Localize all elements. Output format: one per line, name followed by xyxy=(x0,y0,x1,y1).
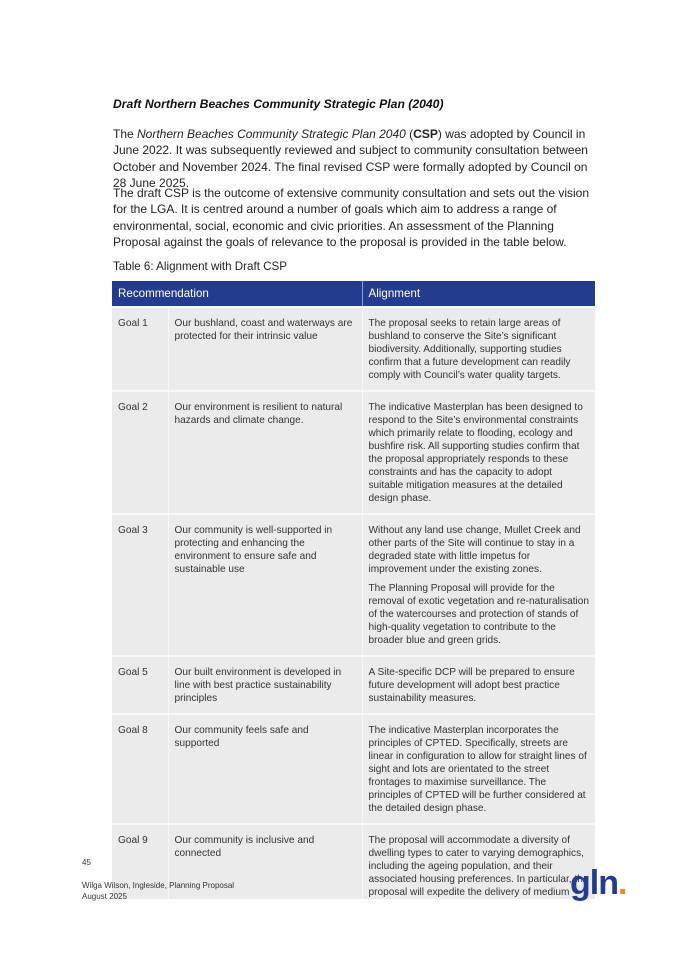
plan-title-italic: Northern Beaches Community Strategic Plan 2040 xyxy=(137,127,406,141)
goal-alignment xyxy=(362,391,595,514)
goal-alignment xyxy=(362,824,595,899)
csp-abbrev-bold: CSP xyxy=(413,127,438,141)
alignment-text: Without any land use change, Mullet Creek and other parts of the Site will continue to stay in a degraded state with little impetus for improvement under the existing zones. xyxy=(368,525,581,575)
table-row xyxy=(112,714,595,824)
gln-logo xyxy=(570,866,626,900)
intro-paragraph xyxy=(113,126,603,191)
goal-number: Goal 5 xyxy=(112,656,168,714)
table-row xyxy=(112,656,595,714)
goal-description: Our built environment is developed in line with best practice sustainability principles xyxy=(168,656,362,714)
alignment-text: The proposal seeks to retain large areas of bushland to conserve the Site’s significant biodiversity. Additionally, supporting studies confirm that a future development can readily comply with Council’s water quality targets. xyxy=(368,318,571,381)
table-row xyxy=(112,514,595,656)
table-row xyxy=(112,391,595,514)
logo-text: gln xyxy=(570,864,618,902)
table-header-row xyxy=(112,281,595,307)
alignment-text: The indicative Masterplan has been designed to respond to the Site’s environmental constraints which primarily relate to flooding, ecology and bushfire risk. All supporting studies confirm that the proposal appropriately responds to these constraints and has the capacity to adopt suitable mitigation measures at the detailed design phase. xyxy=(368,402,583,504)
alignment-text: The proposal will accommodate a diversity of dwelling types to cater to varying demographics, including the ageing population, and their associated housing preferences. In particular, the proposal will expedite the delivery of medium xyxy=(368,835,589,898)
table-row xyxy=(112,307,595,391)
alignment-text: A Site-specific DCP will be prepared to ensure future development will adopt best practice sustainability measures. xyxy=(368,667,575,704)
text-span: ) was adopted by Council in June 2022. It was subsequently reviewed and subject to community consultation between October and November 2024. The final revised CSP were formally adopted by Council on 28 June 2025. xyxy=(113,127,588,190)
alignment-table xyxy=(112,281,595,899)
goal-number: Goal 9 xyxy=(112,824,168,899)
goal-description: Our community is inclusive and connected xyxy=(168,824,362,899)
footer-document-title: Wilga Wilson, Ingleside, Planning Proposal xyxy=(82,881,235,890)
table-caption: Table 6: Alignment with Draft CSP xyxy=(113,260,287,273)
section-heading: Draft Northern Beaches Community Strategic Plan (2040) xyxy=(113,97,444,111)
goal-number: Goal 2 xyxy=(112,391,168,514)
goal-alignment xyxy=(362,514,595,656)
header-recommendation: Recommendation xyxy=(112,281,362,307)
alignment-text: The Planning Proposal will provide for the removal of exotic vegetation and re-naturalisation of the watercourses and protection of stands of high-quality vegetation to contribute to the broader blue and green grids. xyxy=(368,583,590,646)
page-number: 45 xyxy=(82,858,91,867)
goal-description: Our environment is resilient to natural hazards and climate change. xyxy=(168,391,362,514)
header-alignment: Alignment xyxy=(362,281,595,307)
goal-alignment xyxy=(362,714,595,824)
goal-description: Our community feels safe and supported xyxy=(168,714,362,824)
goal-number: Goal 1 xyxy=(112,307,168,391)
text-span: The xyxy=(113,127,138,141)
assessment-paragraph: The draft CSP is the outcome of extensive community consultation and sets out the vision for the LGA. It is centred around a number of goals which aim to address a range of environmental, social, economic and civic priorities. An assessment of the Planning Proposal against the goals of relevance to the proposal is provided in the table below. xyxy=(113,186,590,249)
alignment-text: The indicative Masterplan incorporates the principles of CPTED. Specifically, streets are linear in configuration to allow for straight lines of sight and lots are orientated to the street frontages to maximise surveillance. The principles of CPTED will be further considered at the detailed design phase. xyxy=(368,725,587,814)
logo-dot: . xyxy=(617,864,627,902)
goal-number: Goal 3 xyxy=(112,514,168,656)
text-span: ( xyxy=(405,127,414,141)
goal-description: Our bushland, coast and waterways are protected for their intrinsic value xyxy=(168,307,362,391)
footer-date: August 2025 xyxy=(82,892,127,901)
goal-number: Goal 8 xyxy=(112,714,168,824)
goal-alignment xyxy=(362,307,595,391)
goal-description: Our community is well-supported in protecting and enhancing the environment to ensure safe and sustainable use xyxy=(168,514,362,656)
goal-alignment xyxy=(362,656,595,714)
